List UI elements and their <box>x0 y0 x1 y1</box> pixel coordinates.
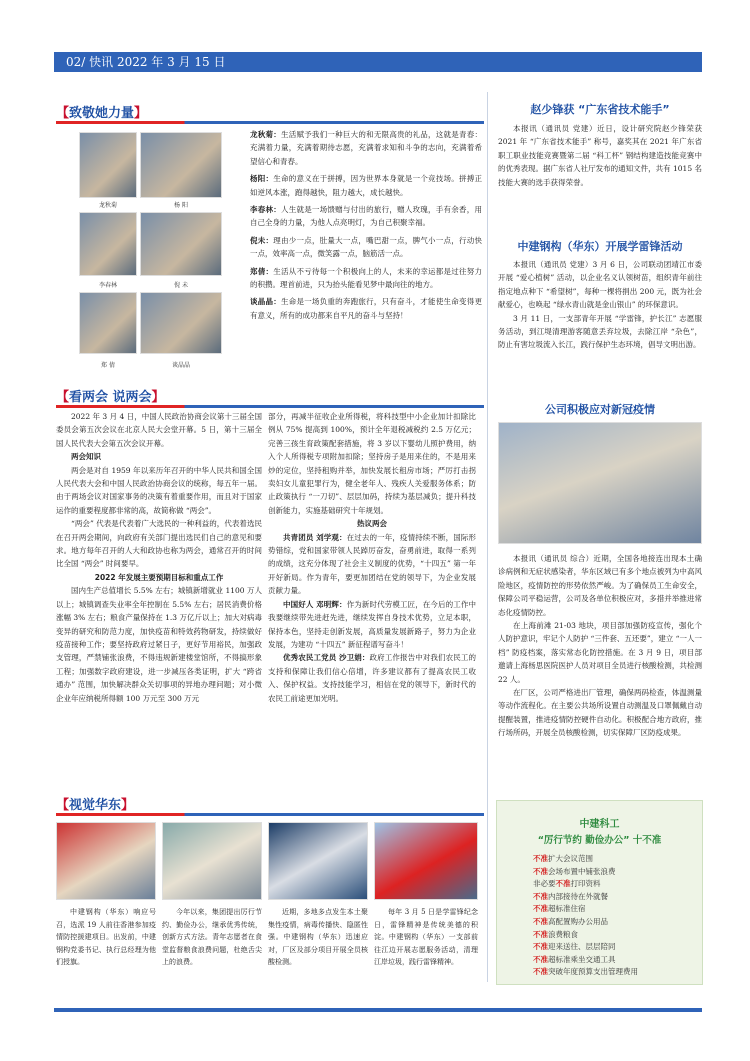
article-column-1 <box>56 410 262 705</box>
rule-text: 会场布置中铺张浪费 <box>548 866 616 876</box>
rule-text: 扩大会议范围 <box>548 854 593 863</box>
quotes-column <box>250 128 482 322</box>
paragraph: 本报讯（通讯员 党建）3 月 6 日，公司联动团靖江市委开展 “爱心植树” 活动，以企业名义认领树苗，组织青年前往指定地点种下 “希望树”，每种一棵将捐出 200 元，既为社会献爱心，也唤起 “绿水青山就是金山银山” 的环保意识。 <box>498 260 702 310</box>
paragraph: “两会” 代表是代表着广大选民的一种利益的，代表着选民在召开两会期间，向政府有关部门提出选民们自己的意见和要求。地方每年召开的人大和政协也称为两会，通常召开的时间比全国 “两会” 时间要早。 <box>56 519 262 569</box>
quote-name: 倪未： <box>250 235 274 245</box>
list-item <box>533 966 702 979</box>
ten-rules-box <box>496 800 703 985</box>
rule-keyword: 不准 <box>533 854 548 863</box>
rule-keyword: 不准 <box>533 954 548 964</box>
rule-keyword: 不准 <box>533 866 548 876</box>
photo-portrait <box>140 132 222 198</box>
news-body-award: 本报讯（通讯员 党建）近日，设计研究院赵少锋荣获 2021 年 “广东省技术能手” 称号，嘉奖其在 2021 年广东省职工职业技能竞赛暨第二届 “科工杯” 钢结构建造技能竞赛中的优秀表现。据广东省人社厅发布的通知文件，共有 1015 名技能大赛的选手获得荣誉。 <box>498 124 702 187</box>
news-title-leifeng: 中建钢构（华东）开展学雷锋活动 <box>517 240 683 253</box>
rule-text: 超标准住宿 <box>548 904 586 914</box>
rule-text: 浪费粮食 <box>548 929 578 939</box>
rules-list <box>533 853 702 979</box>
photo-caption: 龙秋菊 <box>98 202 117 209</box>
photo-portrait <box>79 132 137 198</box>
photo-nucleic-test <box>268 822 368 900</box>
rule-keyword: 不准 <box>533 891 548 901</box>
box-subtitle: “厉行节约 勤俭办公” 十不准 <box>537 835 662 846</box>
quote-name: 李春林： <box>250 205 281 215</box>
section-title-text: 致敬她力量 <box>69 106 135 121</box>
paragraph <box>268 598 476 652</box>
photo-caption: 今年以来，集团提出厉行节约、勤俭办公，继承优秀传统，创新方式方法。青年志愿者在食堂监督粮食浪费问题，杜绝舌尖上的浪费。 <box>162 908 262 966</box>
quote <box>250 265 482 292</box>
quote-text: 人生就是一场馈赠与付出的旅行，赠人玫瑰，手有余香，用自己全身的力量，为他人点亮明灯，为自己积聚幸福。 <box>250 205 483 228</box>
news-title-award: 赵少锋获 “广东省技术能手” <box>530 103 670 116</box>
photo-caption: 杨 阳 <box>174 202 188 209</box>
rule-keyword: 不准 <box>555 879 571 889</box>
photo-portrait <box>79 212 137 276</box>
subheading: 2022 年发展主要预期目标和重点工作 <box>94 572 224 582</box>
quote-text: 生活赋予我们一种巨大的和无限高贵的礼品，这就是青春：充满着力量，充满着期待志愿，充满着求知和斗争的志向，充满着希望信心和青春。 <box>250 130 483 166</box>
paragraph: 两会是对自 1959 年以来历年召开的中华人民共和国全国人民代表大会和中国人民政治协商会议的统称，每五年一届。由于两场会议对国家事务的决策有着重要作用，而且对于国家运作的重要程度都非常的高，故简称做 “两会”。 <box>56 465 262 515</box>
section-underline <box>56 813 484 816</box>
section-title-women <box>56 102 147 121</box>
box-title: 中建科工 <box>579 819 620 830</box>
page-footer-bar <box>54 1008 702 1012</box>
photo-caption: 谈晶晶 <box>171 362 190 369</box>
speaker-text: 作为新时代劳模工匠，在今后的工作中我要继续带先进赶先进，继续发挥自身技术优势，立足本职，保持本色，坚持走创新发展，高质量发展新路子，努力为企业发展，为建功 “十四五” 新征程谱写奋斗！ <box>268 599 476 649</box>
speaker-text: 政府工作报告中对我们农民工的支持和保障让我们信心倍增，许多建议都有了提高农民工收入、保护权益。支持技能学习，相信在党的领导下，新时代的农民工前途更加光明。 <box>268 653 476 703</box>
section-underline <box>56 405 484 408</box>
subheading: 两会知识 <box>71 452 101 462</box>
paragraph: 2022 年 3 月 4 日，中国人民政治协商会议第十三届全国委员会第五次会议在北京人民大会堂开幕。5 日，第十三届全国人民代表大会第五次会议开幕。 <box>56 412 262 448</box>
bracket-open: 【 <box>56 390 70 405</box>
list-item <box>533 954 702 967</box>
section-title-text: 视觉华东 <box>69 798 122 813</box>
quote-name: 谈晶晶： <box>250 297 281 307</box>
quote-text: 生命的意义在于拼搏，因为世界本身就是一个竞技场。拼搏正如逆风本涨，跑得越快，阻力越大，成长越快。 <box>250 174 483 197</box>
quote <box>250 295 482 322</box>
column-divider <box>487 92 488 982</box>
bracket-close: 】 <box>121 798 135 813</box>
section-title-text: 看两会 说两会 <box>69 390 152 405</box>
photo-volunteers <box>374 822 478 900</box>
quote <box>250 128 482 168</box>
photo-caption: 李春林 <box>98 282 117 289</box>
paragraph <box>268 651 476 705</box>
paragraph: 在上海前滩 21-03 地块，项目部加强防疫宣传，强化个人防护意识，牢记个人防护 “三件套、五还要”，建立 “一人一档” 防疫档案，落实常态化防控措施。在 3 月 9 日，项目部邀请上海杨思医院医护人员对项目全员进行核酸检测，共检测 22 人。 <box>498 621 702 684</box>
quote <box>250 234 482 261</box>
section-title-visual <box>56 794 134 813</box>
list-item <box>533 903 702 916</box>
rule-keyword: 不准 <box>533 916 548 926</box>
rule-keyword: 不准 <box>533 929 548 939</box>
photo-caption: 倪 未 <box>174 282 188 289</box>
paragraph: 在厂区，公司严格进出厂管理，确保两码检查，体温测量等动作流程化。在主要公共场所设置自动测温及口罩佩戴自动提醒装置，推进疫情防控硬件自动化。积极配合地方政府，推行场所码，开展全员核酸检测，切实保障厂区防疫成果。 <box>498 688 702 738</box>
section-title-lianghui <box>56 386 165 405</box>
photo-portrait <box>79 292 137 354</box>
quote-text: 生活从不亏待每一个积极向上的人，未来的幸运都是过往努力的积攒。理首前进，只为抬头能看见梦中最向往的地方。 <box>250 266 483 290</box>
list-item <box>533 853 702 866</box>
quote-text: 生命是一场负重的奔跑旅行，只有奋斗，才能使生命变得更有意义，所有的成功都来自平凡的奋斗与坚持！ <box>250 297 483 320</box>
rule-text: 突破年度预算支出管理费用 <box>548 967 638 977</box>
quote-name: 郑倩： <box>250 266 274 276</box>
paragraph: 3 月 11 日，一支部青年开展 “学雷锋，护长江” 志愿服务活动，到江堤清理游客随意丢弃垃圾，去除江岸 “杂色”，防止有害垃圾流入长江，践行保护生态环境，倡导文明出游。 <box>498 313 702 350</box>
rule-text: 迎来送往、层层陪同 <box>548 942 616 952</box>
list-item <box>533 878 702 891</box>
speaker-name: 共青团员 刘学观： <box>283 532 347 542</box>
rule-keyword: 不准 <box>533 904 548 914</box>
bracket-open: 【 <box>56 798 70 813</box>
rule-prefix: 非必要 <box>533 879 556 889</box>
quote-text: 理由少一点，肚量大一点，嘴巴甜一点，脾气小一点，行动快一点，效率高一点，微笑露一点，脑筋活一点。 <box>250 235 483 259</box>
speaker-text: 在过去的一年，疫情持续不断，国际形势错综，党和国家带领人民踔厉奋发，奋勇前进，取得一系列的成绩，这充分体现了社会主义制度的优势，“十四五” 第一年开好新局。作为青年，要更加团结在党的领导下，为企业发展贡献力量。 <box>268 532 476 596</box>
paragraph: 部分，再减半征收企业所得税，将科技型中小企业加计扣除比例从 75% 提高到 100%，预计全年退税减税约 2.5 万亿元；完善三孩生育政策配套措施，将 3 岁以下婴幼儿照护费用，纳入个人所得税专项附加扣除；坚持房子是用来住的，不是用来炒的定位，坚持租购并举，加快发展长租房市场；严厉打击拐卖妇女儿童犯罪行为，健全老年人、残疾人关爱服务体系；防止政策执行 “一刀切”、层层加码，持续为基层减负；提升科技创新能力，实施基础研究十年规划。 <box>268 412 476 515</box>
page-header: 02/ 快讯 2022 年 3 月 15 日 <box>54 52 702 72</box>
rule-text: 超标准乘坐交通工具 <box>548 954 616 964</box>
photo-portrait <box>140 212 222 276</box>
news-body-leifeng <box>498 258 702 352</box>
quote-name: 龙秋菊： <box>250 130 281 139</box>
section-underline <box>56 121 484 124</box>
photo-caption: 中建钢构（华东）响应号召，选派 19 人前往香港参加疫情防控援建项目。出发前，中建钢构党委书记、执行总经理为他们授旗。 <box>56 908 156 966</box>
subheading: 热议两会 <box>357 519 387 529</box>
speaker-name: 中国好人 邓明辉： <box>283 599 347 609</box>
photo-caption: 郑 倩 <box>101 362 115 369</box>
rule-keyword: 不准 <box>533 967 548 977</box>
photo-canteen <box>162 822 262 900</box>
photo-covid-testing <box>498 422 702 544</box>
list-item <box>533 941 702 954</box>
photo-portrait <box>140 292 222 354</box>
photo-caption: 每年 3 月 5 日是学雷锋纪念日，雷锋精神是传统美德的积淀。中建钢构（华东）一支部前往江边开展志愿服务活动，清理江岸垃圾，践行雷锋精神。 <box>374 908 478 966</box>
article-column-2 <box>268 410 476 705</box>
news-body-covid <box>498 552 702 740</box>
paragraph: 本报讯（通讯员 综合）近期，全国各地接连出现本土确诊病例和无症状感染者，华东区域已有多个地点被列为中高风险地区，疫情防控的形势依然严峻。为了确保员工生命安全，保障公司平稳运营，公司及各单位积极应对，多措并举推进常态化疫情防控。 <box>498 554 702 617</box>
paragraph: 国内生产总值增长 5.5% 左右；城镇新增就业 1100 万人以上；城镇调查失业率全年控制在 5.5% 左右；居民消费价格涨幅 3% 左右；粮食产量保持在 1.3 万亿斤以上；加大对病毒变异的研究和防范力度，加快疫苗和特效药物研发，持续做好疫苗接种工作；要坚持政府过紧日子，更好节用裕民，加强政支管理，严禁铺张浪费，不得违规新建楼堂馆所，不得搞形象工程；加强数字政府建设，进一步减压各类证明，扩大 “跨省通办” 范围，加快解决群众关切事项的异地办理问题；对小微企业年应纳税所得额 100 万元至 300 万元 <box>56 586 262 703</box>
quote <box>250 203 482 230</box>
list-item <box>533 866 702 879</box>
photo-caption: 近期，多地多点发生本土聚集性疫情，病毒传播快、隐匿性强。中建钢构（华东）迅速应对，厂区及部分项目开展全员核酸检测。 <box>268 908 368 966</box>
list-item <box>533 929 702 942</box>
rule-text: 高配置购办公用品 <box>548 916 608 926</box>
speaker-name: 优秀农民工党员 沙卫娟： <box>283 653 370 663</box>
quote <box>250 172 482 199</box>
bracket-close: 】 <box>134 106 148 121</box>
photo-flag-ceremony <box>56 822 156 900</box>
paragraph <box>268 531 476 598</box>
rule-keyword: 不准 <box>533 942 548 952</box>
rule-text: 内部接待在外就餐 <box>548 891 608 901</box>
list-item <box>533 916 702 929</box>
quote-name: 杨阳： <box>250 174 274 184</box>
rule-text: 打印资料 <box>570 879 601 889</box>
bracket-open: 【 <box>56 106 70 121</box>
bracket-close: 】 <box>151 390 165 405</box>
list-item <box>533 891 702 904</box>
news-title-covid: 公司积极应对新冠疫情 <box>545 403 655 416</box>
